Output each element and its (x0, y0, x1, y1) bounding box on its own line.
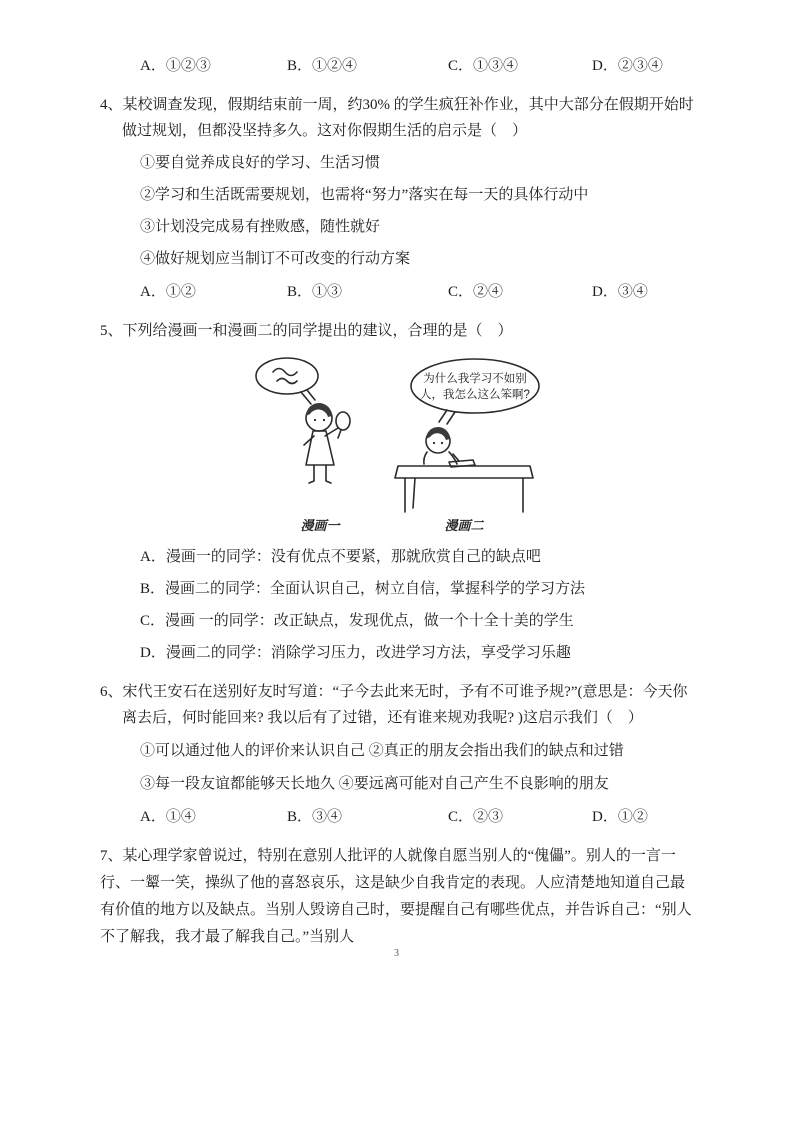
cartoon-one-girl (256, 358, 350, 483)
cartoon-two-label: 漫画二 (443, 518, 484, 533)
q4-option-3: ③计划没完成易有挫败感，随性就好 (140, 219, 381, 235)
girl-legs (309, 465, 331, 483)
q4-answer-row (140, 279, 699, 305)
mirror-handle (338, 430, 341, 438)
q6-answer-c: C．②③ (448, 809, 504, 825)
q6-stem: 6、宋代王安石在送别好友时写道：“子今去此来无时，予有不可谁予规?”(意思是：今天你离去后，何时能回来? 我以后有了过错，还有谁来规劝我呢? )这启示我们（ ） (100, 684, 688, 726)
q3-answer-a: A．①②③ (140, 58, 211, 74)
q3-answer-b: B．①②④ (287, 58, 358, 74)
q3-answer-d: D．②③④ (592, 58, 663, 74)
girl-bubble-scribble (273, 369, 297, 384)
q6-option-line-1: ①可以通过他人的评价来认识自己 ②真正的朋友会指出我们的缺点和过错 (140, 743, 624, 759)
q4-option-1: ①要自觉养成良好的学习、生活习惯 (140, 155, 381, 171)
q5-option-b: B．漫画二的同学：全面认识自己，树立自信，掌握科学的学习方法 (140, 581, 586, 597)
desk-legs (405, 478, 523, 512)
cartoon-illustration (235, 348, 565, 538)
boy-bubble-text-line2: 人，我怎么这么笨啊? (419, 389, 530, 401)
girl-hair (306, 403, 332, 417)
q6-answer-row (140, 804, 699, 830)
q5-option-d: D．漫画二的同学：消除学习压力，改进学习方法，享受学习乐趣 (140, 645, 571, 661)
q6-answer-b: B．③④ (287, 809, 343, 825)
q4-answer-d: D．③④ (592, 284, 648, 300)
q5-stem: 5、下列给漫画一和漫画二的同学提出的建议，合理的是（ ） (100, 323, 513, 339)
q4-answer-c: C．②④ (448, 284, 504, 300)
desk-top (395, 466, 533, 478)
cartoon-two-boy (395, 359, 539, 512)
girl-dress (306, 431, 334, 465)
boy-bubble-text-line1: 为什么我学习不如别 (422, 373, 527, 385)
q6-answer-d: D．①② (592, 809, 648, 825)
q4-stem: 4、某校调查发现，假期结束前一周，约30% 的学生疯狂补作业，其中大部分在假期开始时做过规划，但都没坚持多久。这对你假期生活的启示是（ ） (100, 97, 694, 139)
q4-answer-a: A．①② (140, 284, 196, 300)
q3-answer-c: C．①③④ (448, 58, 519, 74)
boy-hair (426, 427, 450, 440)
q4-option-4: ④做好规划应当制订不可改变的行动方案 (140, 251, 411, 267)
girl-arm-left (304, 436, 314, 445)
q4-answer-b: B．①③ (287, 284, 343, 300)
q7-stem: 7、某心理学家曾说过，特别在意别人批评的人就像自愿当别人的“傀儡”。别人的一言一行、一颦一笑，操纵了他的喜怒哀乐，这是缺少自我肯定的表现。人应清楚地知道自己最有价值的地方以及缺点。当别人毁谤自己时，要提醒自己有哪些优点，并告诉自己：“别人不了解我，我才最了解我自己。”当别人 (100, 848, 692, 945)
q3-answer-row (140, 53, 699, 79)
q6-answer-a: A．①④ (140, 809, 196, 825)
boy-speech-bubble-icon (411, 359, 539, 413)
hand-mirror-icon (336, 412, 350, 430)
cartoon-drawing (235, 348, 565, 538)
q5-option-a: A．漫画一的同学：没有优点不要紧，那就欣赏自己的缺点吧 (140, 549, 541, 565)
q5-option-c: C．漫画 一的同学：改正缺点，发现优点，做一个十全十美的学生 (140, 613, 574, 629)
q6-option-line-2: ③每一段友谊都能够天长地久 ④要远离可能对自己产生不良影响的朋友 (140, 776, 609, 792)
cartoon-one-label: 漫画一 (299, 518, 340, 533)
page-number: 3 (394, 948, 399, 959)
q4-option-2: ②学习和生活既需要规划，也需将“努力”落实在每一天的具体行动中 (140, 187, 589, 203)
girl-speech-bubble-icon (256, 358, 318, 394)
